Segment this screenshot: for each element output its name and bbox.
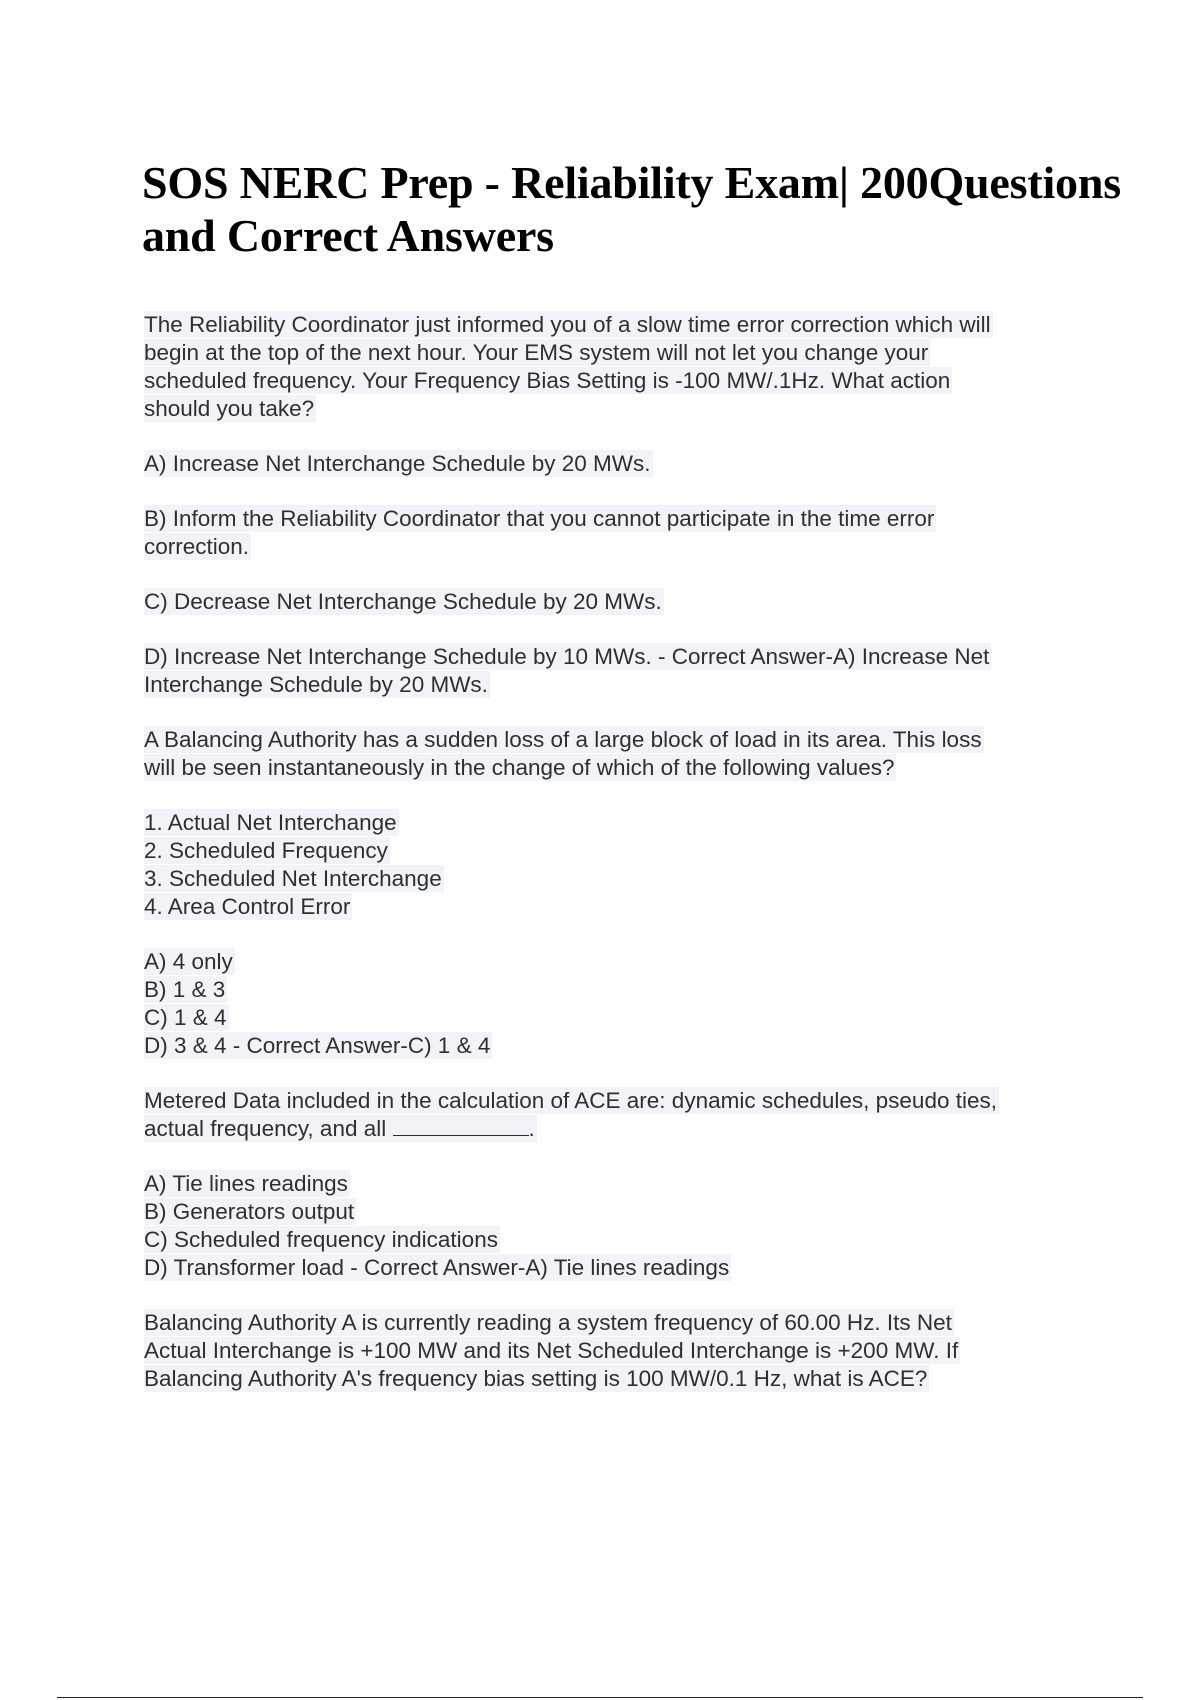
list-item: 3. Scheduled Net Interchange	[144, 866, 442, 891]
text-line: The Reliability Coordinator just informed you of a slow time error correction which will	[144, 312, 991, 337]
option-item: C) Scheduled frequency indications	[144, 1227, 498, 1252]
text-line: D) Increase Net Interchange Schedule by 10 MWs. - Correct Answer-A) Increase Net	[144, 644, 990, 669]
text-line: A) Increase Net Interchange Schedule by 20 MWs.	[144, 451, 651, 476]
option-item: C) 1 & 4	[144, 1005, 227, 1030]
text-line: B) Inform the Reliability Coordinator that you cannot participate in the time error	[144, 506, 935, 531]
text-line: Balancing Authority A's frequency bias setting is 100 MW/0.1 Hz, what is ACE?	[144, 1366, 928, 1391]
text-line: Metered Data included in the calculation of ACE are: dynamic schedules, pseudo ties,	[144, 1088, 997, 1113]
option-item: A) Tie lines readings	[144, 1171, 348, 1196]
option-item: D) 3 & 4 - Correct Answer-C) 1 & 4	[144, 1033, 491, 1058]
question-3-options	[144, 1170, 1084, 1282]
question-4-stem	[144, 1309, 1084, 1393]
footer-divider	[57, 1697, 1143, 1698]
list-item: 1. Actual Net Interchange	[144, 810, 397, 835]
question-3-stem	[144, 1087, 1084, 1143]
question-2-stem	[144, 726, 1084, 782]
question-1-stem	[144, 311, 1084, 423]
list-item: 4. Area Control Error	[144, 894, 351, 919]
option-item: A) 4 only	[144, 949, 233, 974]
text-line: will be seen instantaneously in the change of which of the following values?	[144, 755, 895, 780]
question-2-items	[144, 809, 1084, 921]
text-line: actual frequency, and all	[144, 1116, 387, 1141]
list-item: 2. Scheduled Frequency	[144, 838, 388, 863]
text-line: Balancing Authority A is currently reading a system frequency of 60.00 Hz. Its Net	[144, 1310, 952, 1335]
text-line: Actual Interchange is +100 MW and its Net Scheduled Interchange is +200 MW. If	[144, 1338, 959, 1363]
option-item: B) 1 & 3	[144, 977, 226, 1002]
text-line: C) Decrease Net Interchange Schedule by 20 MWs.	[144, 589, 662, 614]
question-1-option-b	[144, 505, 1084, 561]
title-line-2: and Correct Answers	[142, 210, 554, 261]
option-item: D) Transformer load - Correct Answer-A) Tie lines readings	[144, 1255, 730, 1280]
question-2-options	[144, 948, 1084, 1060]
text-line: Interchange Schedule by 20 MWs.	[144, 672, 488, 697]
text-line: correction.	[144, 534, 250, 559]
document-body	[144, 311, 1084, 1420]
text-line: begin at the top of the next hour. Your EMS system will not let you change your	[144, 340, 929, 365]
text-line: scheduled frequency. Your Frequency Bias Setting is -100 MW/.1Hz. What action	[144, 368, 951, 393]
answer-blank	[393, 1115, 529, 1136]
option-item: B) Generators output	[144, 1199, 355, 1224]
question-1-option-d-answer	[144, 643, 1084, 699]
text-line: should you take?	[144, 396, 315, 421]
question-1-option-a	[144, 450, 1084, 478]
document-title	[142, 156, 1192, 262]
text-punct: .	[528, 1116, 535, 1141]
question-1-option-c	[144, 588, 1084, 616]
title-line-1: SOS NERC Prep - Reliability Exam| 200Questions	[142, 157, 1121, 208]
text-line: A Balancing Authority has a sudden loss of a large block of load in its area. This loss	[144, 727, 982, 752]
